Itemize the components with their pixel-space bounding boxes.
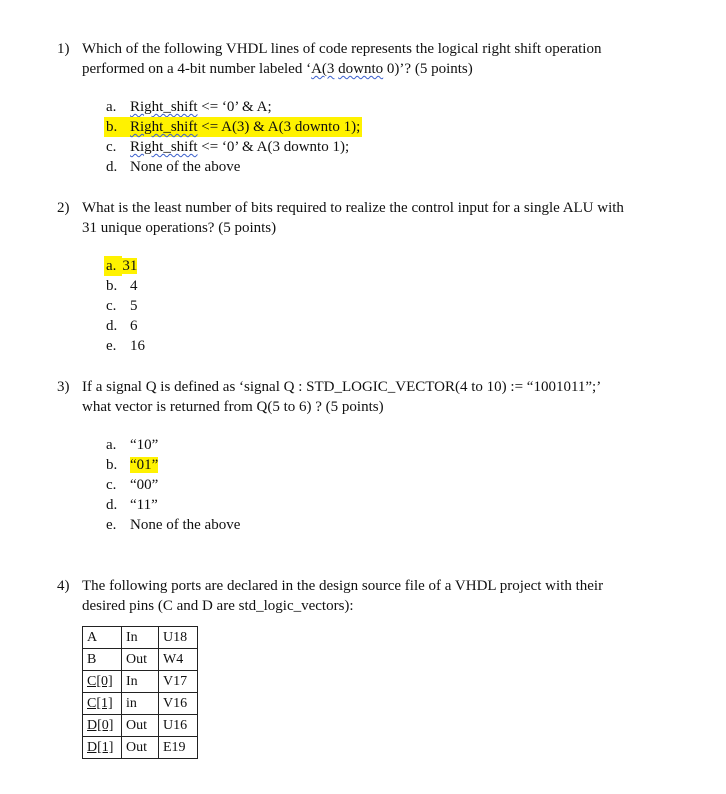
port-pin-cell: V17: [159, 671, 198, 693]
q3-option-b-highlighted[interactable]: b. “01”: [106, 457, 159, 473]
port-direction-cell: Out: [122, 737, 159, 759]
q3-option-d[interactable]: d. “11”: [106, 497, 158, 513]
q4-text-line2: desired pins (C and D are std_logic_vectors):: [82, 598, 354, 614]
q2-number: 2): [57, 200, 70, 216]
table-row: [83, 715, 198, 737]
port-name-cell: D[0]: [83, 715, 122, 737]
port-pin-cell: U16: [159, 715, 198, 737]
q3-number: 3): [57, 379, 70, 395]
q1-option-d[interactable]: d. None of the above: [106, 159, 241, 175]
q2-text-line2: 31 unique operations? (5 points): [82, 220, 277, 236]
q4-text-line1: The following ports are declared in the design source file of a VHDL project with their: [82, 578, 604, 594]
port-direction-cell: In: [122, 671, 159, 693]
q2-option-c[interactable]: c. 5: [106, 298, 138, 314]
port-name-cell: D[1]: [83, 737, 122, 759]
port-direction-cell: Out: [122, 715, 159, 737]
port-name-cell: A: [83, 627, 122, 649]
q2-option-b[interactable]: b. 4: [106, 278, 138, 294]
port-direction-cell: Out: [122, 649, 159, 671]
q3-text-line1: If a signal Q is defined as ‘signal Q : STD_LOGIC_VECTOR(4 to 10) := “1001011”;’: [82, 379, 602, 395]
q3-text-line2: what vector is returned from Q(5 to 6) ? (5 points): [82, 399, 384, 415]
port-direction-cell: in: [122, 693, 159, 715]
q1-number: 1): [57, 41, 70, 57]
q1-text-line2: performed on a 4-bit number labeled ‘A(3 downto 0)’? (5 points): [82, 61, 473, 77]
port-pin-cell: V16: [159, 693, 198, 715]
q1-option-a[interactable]: a. Right_shift <= ‘0’ & A;: [106, 99, 272, 115]
port-direction-cell: In: [122, 627, 159, 649]
q2-option-e[interactable]: e. 16: [106, 338, 145, 354]
port-pin-cell: U18: [159, 627, 198, 649]
q4-number: 4): [57, 578, 70, 594]
q3-option-c[interactable]: c. “00”: [106, 477, 159, 493]
port-name-cell: C[1]: [83, 693, 122, 715]
table-row: [83, 671, 198, 693]
ports-table: [82, 626, 198, 759]
table-row: [83, 737, 198, 759]
table-row: [83, 693, 198, 715]
q3-option-e[interactable]: e. None of the above: [106, 517, 241, 533]
table-row: [83, 627, 198, 649]
port-name-cell: B: [83, 649, 122, 671]
q1-text-line1: Which of the following VHDL lines of code represents the logical right shift operation: [82, 41, 602, 57]
q2-option-a-highlighted[interactable]: a. 31: [106, 258, 138, 274]
port-pin-cell: E19: [159, 737, 198, 759]
table-row: [83, 649, 198, 671]
q1-option-b-highlighted[interactable]: b. Right_shift <= A(3) & A(3 downto 1);: [106, 119, 361, 135]
q2-option-d[interactable]: d. 6: [106, 318, 138, 334]
q3-option-a[interactable]: a. “10”: [106, 437, 159, 453]
q2-text-line1: What is the least number of bits required to realize the control input for a single ALU with: [82, 200, 624, 216]
port-pin-cell: W4: [159, 649, 198, 671]
port-name-cell: C[0]: [83, 671, 122, 693]
q1-option-c[interactable]: c. Right_shift <= ‘0’ & A(3 downto 1);: [106, 139, 350, 155]
